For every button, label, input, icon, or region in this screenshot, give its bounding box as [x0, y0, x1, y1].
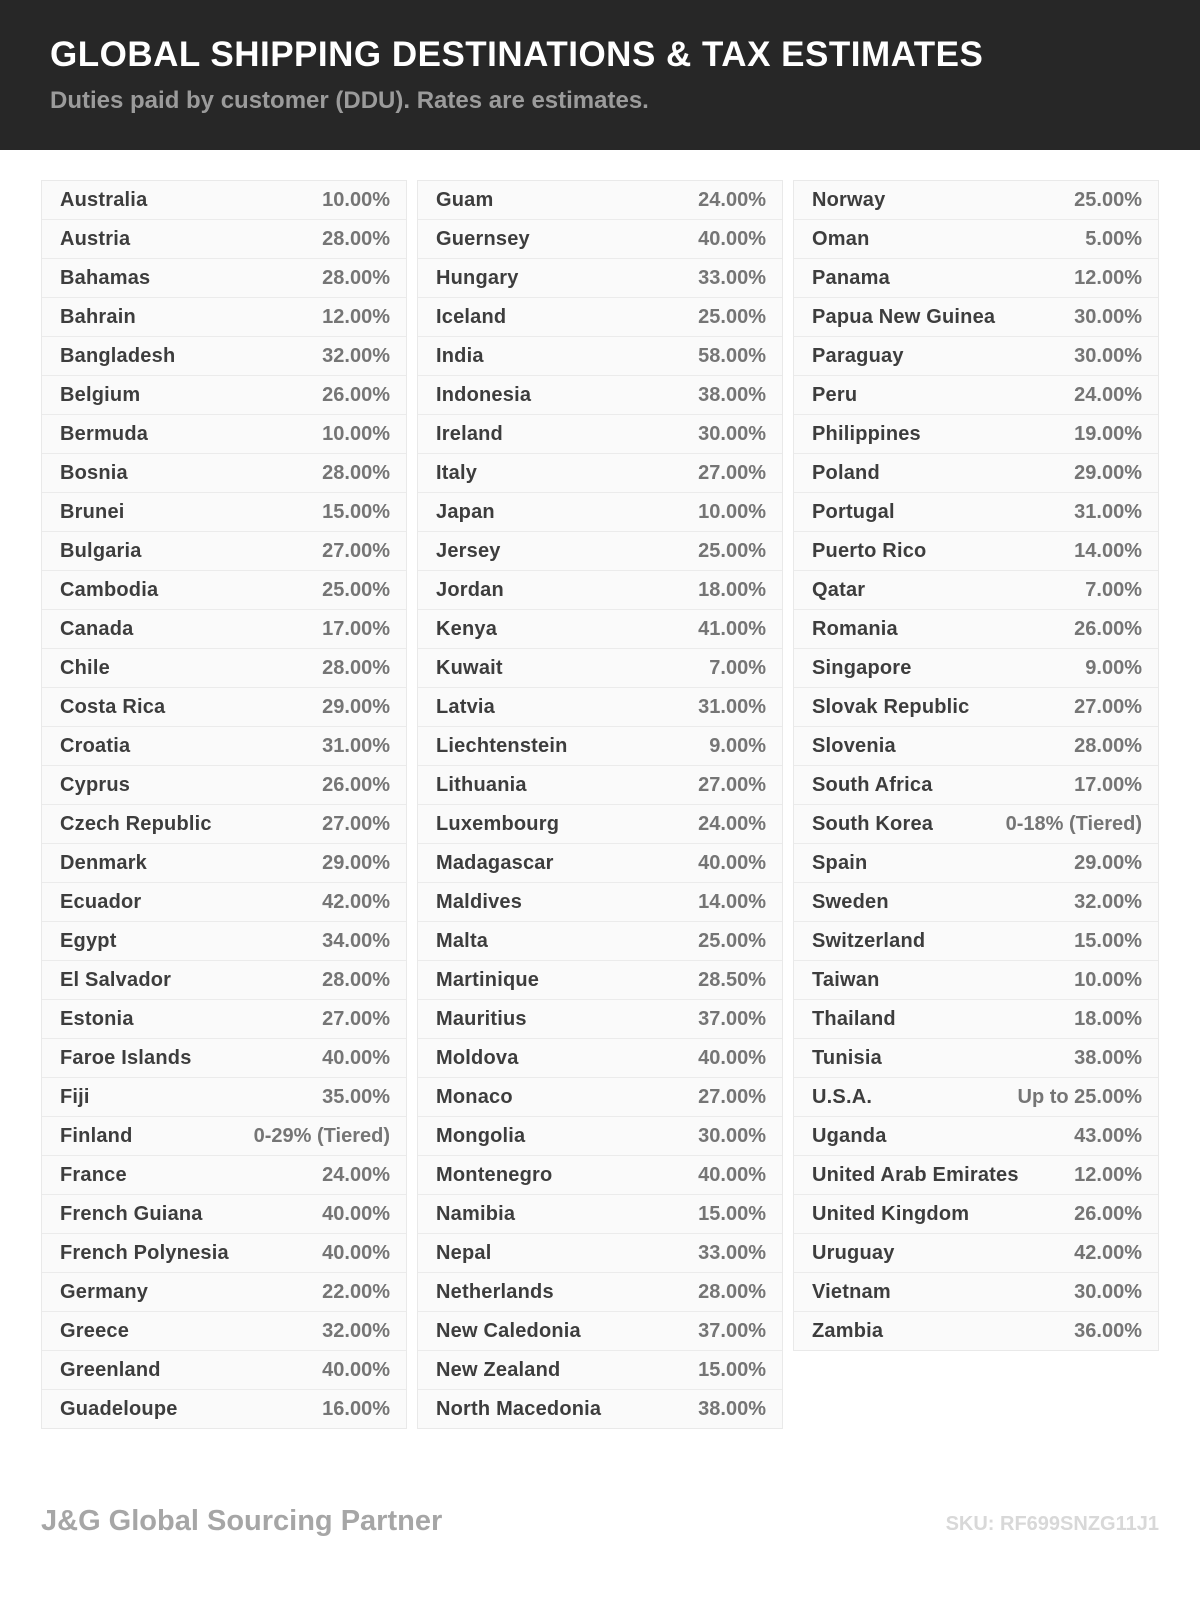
rate-row: [794, 610, 1158, 649]
tax-rate: 26.00%: [1074, 1202, 1142, 1225]
tax-rate: 40.00%: [322, 1241, 390, 1264]
tax-rate: 7.00%: [709, 656, 766, 679]
tax-rate: 19.00%: [1074, 422, 1142, 445]
rate-row: [794, 649, 1158, 688]
tax-rate: 28.00%: [322, 266, 390, 289]
country-name: Faroe Islands: [60, 1046, 192, 1069]
rate-row: [42, 1078, 406, 1117]
page-title: GLOBAL SHIPPING DESTINATIONS & TAX ESTIMATES: [50, 35, 984, 74]
rate-row: [42, 1390, 406, 1428]
tax-rate: 10.00%: [698, 500, 766, 523]
country-name: United Arab Emirates: [812, 1163, 1019, 1186]
tax-rate: 33.00%: [698, 1241, 766, 1264]
country-name: Montenegro: [436, 1163, 553, 1186]
rate-row: [418, 688, 782, 727]
rate-row: [794, 1312, 1158, 1350]
tax-rate: 15.00%: [698, 1202, 766, 1225]
tax-rate: 25.00%: [322, 578, 390, 601]
page-subtitle: Duties paid by customer (DDU). Rates are estimates.: [50, 87, 649, 114]
rate-row: [42, 376, 406, 415]
rate-row: [418, 454, 782, 493]
country-name: North Macedonia: [436, 1397, 602, 1420]
tax-rate: 0-29% (Tiered): [253, 1124, 390, 1147]
tax-rate: 27.00%: [322, 1007, 390, 1030]
country-name: Thailand: [812, 1007, 896, 1030]
country-name: Bosnia: [60, 461, 128, 484]
country-name: South Korea: [812, 812, 934, 835]
country-name: Estonia: [60, 1007, 134, 1030]
rate-row: [418, 1156, 782, 1195]
country-name: Japan: [436, 500, 495, 523]
rate-row: [42, 1156, 406, 1195]
rate-row: [794, 1234, 1158, 1273]
country-name: Papua New Guinea: [812, 305, 996, 328]
tax-rate: 34.00%: [322, 929, 390, 952]
rate-row: [418, 961, 782, 1000]
country-name: Malta: [436, 929, 489, 952]
tax-rate: 25.00%: [1074, 188, 1142, 211]
rate-row: [794, 1078, 1158, 1117]
country-name: Oman: [812, 227, 870, 250]
tax-rate: 15.00%: [1074, 929, 1142, 952]
tax-rate: 40.00%: [322, 1202, 390, 1225]
country-name: Croatia: [60, 734, 131, 757]
rate-row: [42, 1117, 406, 1156]
country-name: Brunei: [60, 500, 125, 523]
tax-rate: 12.00%: [1074, 266, 1142, 289]
rate-row: [794, 493, 1158, 532]
rate-row: [794, 298, 1158, 337]
tax-rate: 29.00%: [322, 695, 390, 718]
country-name: Chile: [60, 656, 110, 679]
rate-row: [418, 1390, 782, 1428]
rate-row: [418, 1273, 782, 1312]
country-name: United Kingdom: [812, 1202, 970, 1225]
country-name: Norway: [812, 188, 886, 211]
country-name: Taiwan: [812, 968, 880, 991]
country-name: Bahamas: [60, 266, 151, 289]
rate-row: [42, 649, 406, 688]
country-name: Zambia: [812, 1319, 884, 1342]
rate-row: [794, 415, 1158, 454]
tax-rate: 14.00%: [1074, 539, 1142, 562]
country-name: Namibia: [436, 1202, 516, 1225]
country-name: Cambodia: [60, 578, 159, 601]
country-name: Egypt: [60, 929, 117, 952]
country-name: Czech Republic: [60, 812, 212, 835]
country-name: Guernsey: [436, 227, 530, 250]
tax-rate: 29.00%: [322, 851, 390, 874]
tax-rate: 28.00%: [322, 227, 390, 250]
rate-row: [418, 259, 782, 298]
tax-rate: 12.00%: [1074, 1163, 1142, 1186]
tax-rate: 24.00%: [1074, 383, 1142, 406]
tax-rate: 25.00%: [698, 929, 766, 952]
tax-rate: 31.00%: [698, 695, 766, 718]
country-name: Kenya: [436, 617, 498, 640]
country-name: Canada: [60, 617, 134, 640]
country-name: Singapore: [812, 656, 912, 679]
country-name: Spain: [812, 851, 868, 874]
country-name: Puerto Rico: [812, 539, 927, 562]
country-name: Jersey: [436, 539, 501, 562]
country-name: Ecuador: [60, 890, 142, 913]
rate-row: [794, 844, 1158, 883]
country-name: Lithuania: [436, 773, 527, 796]
rate-row: [418, 493, 782, 532]
rate-row: [418, 883, 782, 922]
rate-row: [794, 766, 1158, 805]
tax-rate: 7.00%: [1085, 578, 1142, 601]
country-name: Germany: [60, 1280, 149, 1303]
tax-rate: 31.00%: [322, 734, 390, 757]
tax-rate: 30.00%: [1074, 344, 1142, 367]
rate-row: [418, 1078, 782, 1117]
sku-label: SKU: RF699SNZG11J1: [945, 1513, 1159, 1535]
rates-table: [41, 180, 1159, 1429]
country-name: Vietnam: [812, 1280, 891, 1303]
tax-rate: 17.00%: [1074, 773, 1142, 796]
country-name: French Polynesia: [60, 1241, 229, 1264]
country-name: Paraguay: [812, 344, 904, 367]
rate-row: [418, 727, 782, 766]
country-name: Nepal: [436, 1241, 492, 1264]
tax-rate: 37.00%: [698, 1319, 766, 1342]
rate-row: [42, 337, 406, 376]
tax-rate: 26.00%: [322, 383, 390, 406]
country-name: Monaco: [436, 1085, 513, 1108]
country-name: Luxembourg: [436, 812, 560, 835]
country-name: Hungary: [436, 266, 519, 289]
country-name: Guadeloupe: [60, 1397, 178, 1420]
tax-rate: 26.00%: [1074, 617, 1142, 640]
tax-rate: 33.00%: [698, 266, 766, 289]
page-header: [0, 0, 1200, 150]
rate-row: [418, 844, 782, 883]
country-name: Iceland: [436, 305, 507, 328]
tax-rate: 5.00%: [1085, 227, 1142, 250]
tax-rate: 24.00%: [698, 812, 766, 835]
tax-rate: 18.00%: [698, 578, 766, 601]
country-name: New Caledonia: [436, 1319, 581, 1342]
tax-rate: 35.00%: [322, 1085, 390, 1108]
country-name: Tunisia: [812, 1046, 882, 1069]
country-name: Peru: [812, 383, 858, 406]
rate-row: [418, 1039, 782, 1078]
tax-rate: 28.00%: [698, 1280, 766, 1303]
rate-row: [42, 961, 406, 1000]
rate-row: [794, 922, 1158, 961]
tax-rate: 30.00%: [1074, 1280, 1142, 1303]
country-name: Indonesia: [436, 383, 532, 406]
rate-row: [794, 259, 1158, 298]
country-name: Jordan: [436, 578, 504, 601]
tax-rate: 40.00%: [698, 1163, 766, 1186]
page-footer: [41, 1505, 1159, 1538]
rate-row: [794, 727, 1158, 766]
tax-rate: 0-18% (Tiered): [1005, 812, 1142, 835]
rate-row: [42, 454, 406, 493]
tax-rate: 25.00%: [698, 539, 766, 562]
rate-row: [418, 532, 782, 571]
country-name: Fiji: [60, 1085, 90, 1108]
rate-row: [42, 1000, 406, 1039]
tax-rate: 15.00%: [322, 500, 390, 523]
tax-rate: 40.00%: [698, 1046, 766, 1069]
country-name: Bangladesh: [60, 344, 176, 367]
tax-rate: 9.00%: [1085, 656, 1142, 679]
rate-row: [794, 805, 1158, 844]
tax-rate: 40.00%: [322, 1358, 390, 1381]
tax-rate: Up to 25.00%: [1017, 1085, 1142, 1108]
country-name: U.S.A.: [812, 1085, 873, 1108]
rate-row: [42, 766, 406, 805]
country-name: Netherlands: [436, 1280, 554, 1303]
rate-row: [42, 844, 406, 883]
rate-row: [42, 1195, 406, 1234]
country-name: Poland: [812, 461, 880, 484]
tax-rate: 42.00%: [1074, 1241, 1142, 1264]
country-name: Bahrain: [60, 305, 136, 328]
rate-row: [42, 298, 406, 337]
country-name: Romania: [812, 617, 898, 640]
country-name: Australia: [60, 188, 148, 211]
tax-rate: 14.00%: [698, 890, 766, 913]
rate-row: [794, 1117, 1158, 1156]
country-name: Uruguay: [812, 1241, 895, 1264]
rate-row: [42, 220, 406, 259]
country-name: Uganda: [812, 1124, 887, 1147]
rate-row: [418, 922, 782, 961]
tax-rate: 28.50%: [698, 968, 766, 991]
tax-rate: 27.00%: [322, 812, 390, 835]
rates-column-3: [793, 180, 1159, 1351]
tax-rate: 31.00%: [1074, 500, 1142, 523]
rate-row: [794, 1195, 1158, 1234]
rate-row: [418, 181, 782, 220]
rate-row: [42, 610, 406, 649]
country-name: French Guiana: [60, 1202, 203, 1225]
country-name: Portugal: [812, 500, 895, 523]
rate-row: [794, 337, 1158, 376]
rate-row: [418, 1234, 782, 1273]
tax-rate: 10.00%: [1074, 968, 1142, 991]
rate-row: [42, 1312, 406, 1351]
tax-rate: 30.00%: [1074, 305, 1142, 328]
tax-rate: 9.00%: [709, 734, 766, 757]
tax-rate: 40.00%: [698, 851, 766, 874]
tax-rate: 37.00%: [698, 1007, 766, 1030]
tax-rate: 32.00%: [322, 344, 390, 367]
rate-row: [418, 1117, 782, 1156]
rate-row: [794, 1273, 1158, 1312]
tax-rate: 28.00%: [322, 968, 390, 991]
tax-rate: 18.00%: [1074, 1007, 1142, 1030]
rate-row: [42, 883, 406, 922]
country-name: Guam: [436, 188, 494, 211]
rate-row: [418, 1000, 782, 1039]
tax-rate: 38.00%: [698, 383, 766, 406]
rate-row: [418, 1195, 782, 1234]
rate-row: [418, 649, 782, 688]
rate-row: [42, 727, 406, 766]
rate-row: [418, 805, 782, 844]
rate-row: [42, 1039, 406, 1078]
country-name: Austria: [60, 227, 131, 250]
rate-row: [794, 376, 1158, 415]
country-name: Slovak Republic: [812, 695, 970, 718]
country-name: Bermuda: [60, 422, 149, 445]
country-name: Ireland: [436, 422, 503, 445]
country-name: Madagascar: [436, 851, 554, 874]
country-name: Finland: [60, 1124, 133, 1147]
country-name: Kuwait: [436, 656, 503, 679]
tax-rate: 36.00%: [1074, 1319, 1142, 1342]
country-name: France: [60, 1163, 127, 1186]
tax-rate: 17.00%: [322, 617, 390, 640]
tax-rate: 41.00%: [698, 617, 766, 640]
rate-row: [418, 610, 782, 649]
rate-row: [42, 532, 406, 571]
country-name: Maldives: [436, 890, 523, 913]
tax-rate: 24.00%: [322, 1163, 390, 1186]
rate-row: [418, 298, 782, 337]
rate-row: [794, 1000, 1158, 1039]
tax-rate: 10.00%: [322, 188, 390, 211]
rate-row: [42, 415, 406, 454]
country-name: Mongolia: [436, 1124, 526, 1147]
country-name: Greenland: [60, 1358, 161, 1381]
tax-rate: 26.00%: [322, 773, 390, 796]
tax-rate: 27.00%: [1074, 695, 1142, 718]
tax-rate: 32.00%: [322, 1319, 390, 1342]
country-name: El Salvador: [60, 968, 172, 991]
tax-rate: 25.00%: [698, 305, 766, 328]
tax-rate: 12.00%: [322, 305, 390, 328]
country-name: New Zealand: [436, 1358, 561, 1381]
rate-row: [418, 376, 782, 415]
tax-rate: 43.00%: [1074, 1124, 1142, 1147]
rate-row: [42, 922, 406, 961]
rate-row: [794, 961, 1158, 1000]
rate-row: [418, 220, 782, 259]
country-name: Belgium: [60, 383, 141, 406]
rate-row: [42, 181, 406, 220]
tax-rate: 28.00%: [322, 656, 390, 679]
country-name: Moldova: [436, 1046, 519, 1069]
rate-row: [794, 1039, 1158, 1078]
tax-rate: 30.00%: [698, 1124, 766, 1147]
rate-row: [42, 1234, 406, 1273]
rate-row: [418, 415, 782, 454]
country-name: Switzerland: [812, 929, 926, 952]
footer-brand: J&G Global Sourcing Partner: [41, 1505, 443, 1537]
tax-rate: 40.00%: [322, 1046, 390, 1069]
tax-rate: 29.00%: [1074, 851, 1142, 874]
rate-row: [418, 1312, 782, 1351]
country-name: Mauritius: [436, 1007, 527, 1030]
rate-row: [794, 532, 1158, 571]
rate-row: [794, 1156, 1158, 1195]
tax-rate: 38.00%: [698, 1397, 766, 1420]
tax-rate: 16.00%: [322, 1397, 390, 1420]
rate-row: [418, 1351, 782, 1390]
country-name: Bulgaria: [60, 539, 142, 562]
country-name: Sweden: [812, 890, 889, 913]
tax-rate: 27.00%: [698, 1085, 766, 1108]
tax-rate: 22.00%: [322, 1280, 390, 1303]
rate-row: [42, 1351, 406, 1390]
rate-row: [42, 493, 406, 532]
tax-rate: 42.00%: [322, 890, 390, 913]
country-name: Panama: [812, 266, 890, 289]
rate-row: [42, 571, 406, 610]
rate-row: [794, 688, 1158, 727]
country-name: Italy: [436, 461, 478, 484]
rate-row: [418, 337, 782, 376]
rate-row: [794, 220, 1158, 259]
tax-rate: 40.00%: [698, 227, 766, 250]
country-name: Cyprus: [60, 773, 131, 796]
tax-rate: 38.00%: [1074, 1046, 1142, 1069]
country-name: Latvia: [436, 695, 496, 718]
rate-row: [42, 805, 406, 844]
rate-row: [794, 571, 1158, 610]
tax-rate: 10.00%: [322, 422, 390, 445]
country-name: Liechtenstein: [436, 734, 568, 757]
tax-rate: 15.00%: [698, 1358, 766, 1381]
country-name: Greece: [60, 1319, 130, 1342]
country-name: Qatar: [812, 578, 866, 601]
rate-row: [794, 454, 1158, 493]
country-name: Denmark: [60, 851, 147, 874]
country-name: Costa Rica: [60, 695, 166, 718]
rate-row: [794, 883, 1158, 922]
country-name: South Africa: [812, 773, 933, 796]
rate-row: [794, 181, 1158, 220]
rates-column-1: [41, 180, 407, 1429]
tax-rate: 29.00%: [1074, 461, 1142, 484]
country-name: Slovenia: [812, 734, 896, 757]
tax-rate: 28.00%: [1074, 734, 1142, 757]
rate-row: [42, 688, 406, 727]
country-name: Philippines: [812, 422, 921, 445]
tax-rate: 30.00%: [698, 422, 766, 445]
tax-rate: 27.00%: [698, 773, 766, 796]
rates-column-2: [417, 180, 783, 1429]
tax-rate: 32.00%: [1074, 890, 1142, 913]
rate-row: [418, 571, 782, 610]
tax-rate: 24.00%: [698, 188, 766, 211]
tax-rate: 27.00%: [698, 461, 766, 484]
tax-rate: 28.00%: [322, 461, 390, 484]
tax-rate: 27.00%: [322, 539, 390, 562]
tax-rate: 58.00%: [698, 344, 766, 367]
rate-row: [42, 1273, 406, 1312]
rate-row: [42, 259, 406, 298]
rate-row: [418, 766, 782, 805]
country-name: India: [436, 344, 484, 367]
country-name: Martinique: [436, 968, 540, 991]
